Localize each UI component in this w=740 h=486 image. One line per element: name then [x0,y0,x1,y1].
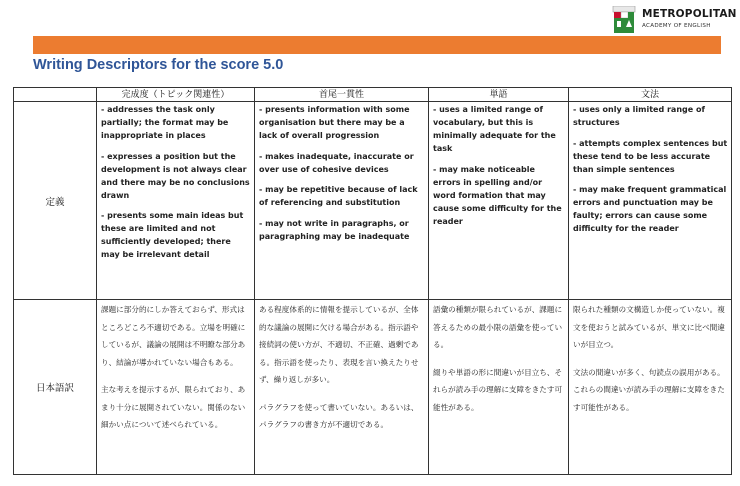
definition-grammar-cell [569,102,732,300]
descriptor-text: - expresses a position but the development is not always clear and there may be no conclusions drawn [101,151,250,200]
descriptor-table [13,87,732,475]
row-label-definition: 定義 [14,102,97,300]
translation-text: 主な考えを提示するが、限られており、あまり十分に展開されていない。関係のない細かい点について述べられている。 [101,385,246,429]
descriptor-text: - presents information with some organisation but there may be a lack of overall progression [259,105,410,140]
translation-text: 文法の間違いが多く、句読点の誤用がある。これらの間違いが読み手の理解に支障をきたす可能性がある。 [573,367,725,412]
japanese-vocabulary-cell [429,300,569,475]
translation-text: 綴りや単語の形に間違いが目立ち、それらが読み手の理解に支障をきたす可能性がある。 [433,367,563,412]
descriptor-text: - may make noticeable errors in spelling and/or word formation that may cause some difficulty for the reader [433,164,562,226]
table-row-japanese [14,300,732,475]
header-accent-bar [33,36,721,54]
descriptor-text: - addresses the task only partially; the format may be inappropriate in places [101,105,229,140]
column-header-vocabulary: 単語 [429,88,569,102]
row-label-japanese: 日本語訳 [14,300,97,475]
descriptor-text: - may not write in paragraphs, or paragraphing may be inadequate [259,218,410,241]
column-header-blank [14,88,97,102]
translation-text: パラグラフを使って書いていない。あるいは、パラグラフの書き方が不適切である。 [259,402,419,429]
descriptor-text: - may make frequent grammatical errors and punctuation may be faulty; errors can cause some difficulty for the reader [573,185,727,233]
brand-logo [612,6,736,34]
column-header-task-achievement: 完成度（トピック関連性） [97,88,255,102]
japanese-grammar-cell [569,300,732,475]
definition-task-achievement-cell [97,102,255,300]
translation-text: 限られた種類の文構造しか使っていない。複文を使おうと試みているが、単文に比べ間違いが目立つ。 [573,305,725,349]
translation-text: 語彙の種類が限られているが、課題に答えるための最小限の語彙を使っている。 [433,305,563,349]
descriptor-text: - presents some main ideas but these are limited and not sufficiently developed; there may be irrelevant detail [101,211,244,259]
definition-vocabulary-cell [429,102,569,300]
japanese-coherence-cell [255,300,429,475]
descriptor-text: - attempts complex sentences but these tend to be less accurate than simple sentences [573,138,728,174]
translation-text: 課題に部分的にしか答えておらず、形式はところどころ不適切である。立場を明確にしているが、議論の展開は不明瞭な部分あり、結論が導かれていない場合もある。 [101,305,246,367]
brand-name: METROPOLITAN [642,8,737,20]
page-title: Writing Descriptors for the score 5.0 [33,57,284,73]
logo-emblem-icon [612,6,636,34]
column-header-grammar: 文法 [569,88,732,102]
translation-text: ある程度体系的に情報を提示しているが、全体的な議論の展開に欠ける場合がある。指示語や接続詞の使い方が、不適切、不正確、過剰である。指示語を使ったり、表現を言い換えたりせず、繰り返しが多い。 [259,305,419,384]
descriptor-text: - may be repetitive because of lack of referencing and substitution [259,185,418,207]
brand-subtitle: ACADEMY OF ENGLISH [642,23,711,29]
column-header-coherence: 首尾一貫性 [255,88,429,102]
descriptor-text: - makes inadequate, inaccurate or over use of cohesive devices [259,151,414,174]
definition-coherence-cell [255,102,429,300]
japanese-task-achievement-cell [97,300,255,475]
descriptor-text: - uses a limited range of vocabulary, but this is minimally adequate for the task [433,105,556,153]
descriptor-text: - uses only a limited range of structures [573,105,705,127]
table-header-row [14,88,732,102]
table-row-definition [14,102,732,300]
